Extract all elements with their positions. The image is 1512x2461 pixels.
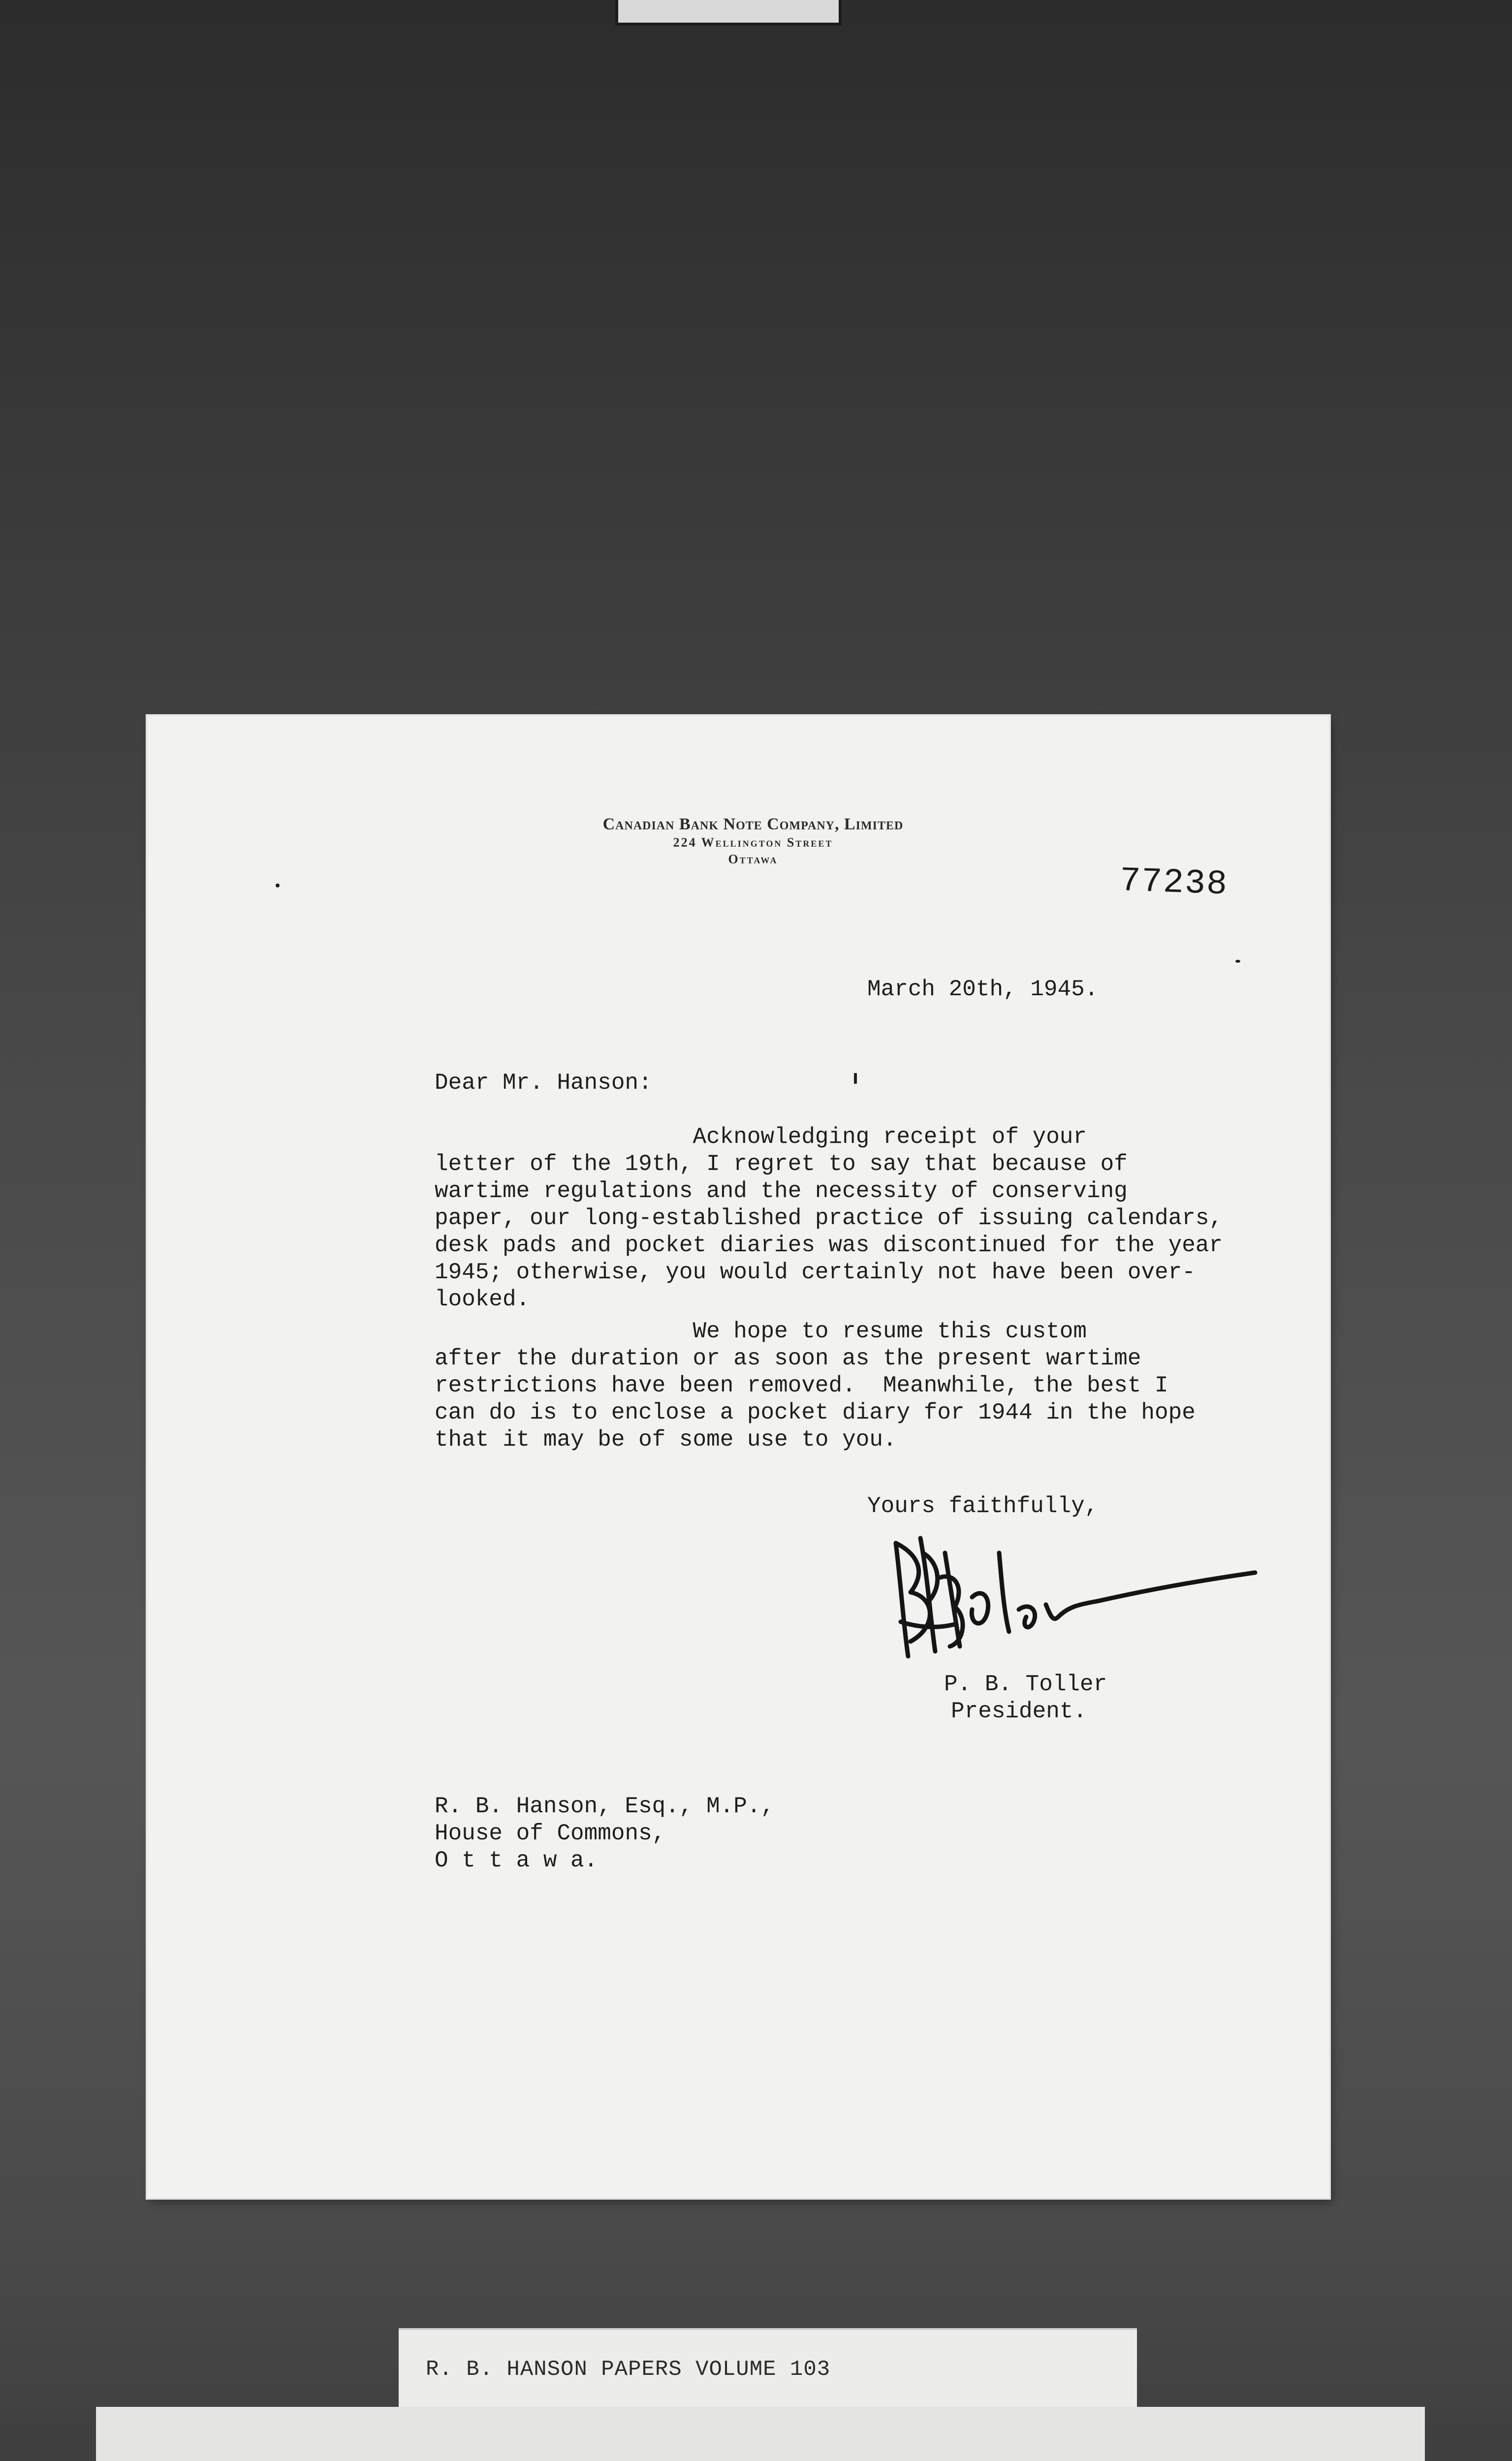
letter-paragraph-1: Acknowledging receipt of your letter of the 19th, I regret to say that because of wartime regulations and the necessity of conserving paper, our long-established practice of issuing calendars, desk pads and pocket diaries was discontinued for the year 1945; otherwise, you would certainly not have been over- looked.	[435, 1124, 1223, 1312]
letterhead	[576, 815, 930, 868]
document-number-stamp: 77238	[1119, 862, 1229, 905]
film-speck	[276, 883, 280, 887]
letterhead-city: Ottawa	[728, 852, 778, 866]
collection-label-text: R. B. HANSON PAPERS VOLUME 103	[426, 2357, 831, 2382]
film-frame-tab	[615, 0, 842, 26]
addressee-block: R. B. Hanson, Esq., M.P., House of Commons, O t t a w a.	[435, 1794, 775, 1873]
letterhead-company: Canadian Bank Note Company, Limited	[602, 815, 904, 833]
letter-paragraph-2: We hope to resume this custom after the duration or as soon as the present wartime restrictions have been removed. Meanwhile, the best I can do is to enclose a pocket diary for 1944 in the hope that it may be of some use to you.	[435, 1319, 1196, 1452]
letter-date: March 20th, 1945.	[867, 977, 1099, 1002]
letter-page	[148, 716, 1329, 2198]
film-speck	[1235, 960, 1240, 963]
letter-closing: Yours faithfully,	[867, 1493, 1099, 1519]
handwritten-signature	[881, 1523, 1275, 1671]
signer-name: P. B. Toller	[944, 1672, 1107, 1697]
letterhead-address: 224 Wellington Street	[673, 835, 833, 850]
film-speck	[854, 1073, 857, 1084]
signer-title: President.	[951, 1699, 1087, 1724]
letter-salutation: Dear Mr. Hanson:	[435, 1070, 652, 1096]
archives-card	[96, 2407, 1425, 2461]
